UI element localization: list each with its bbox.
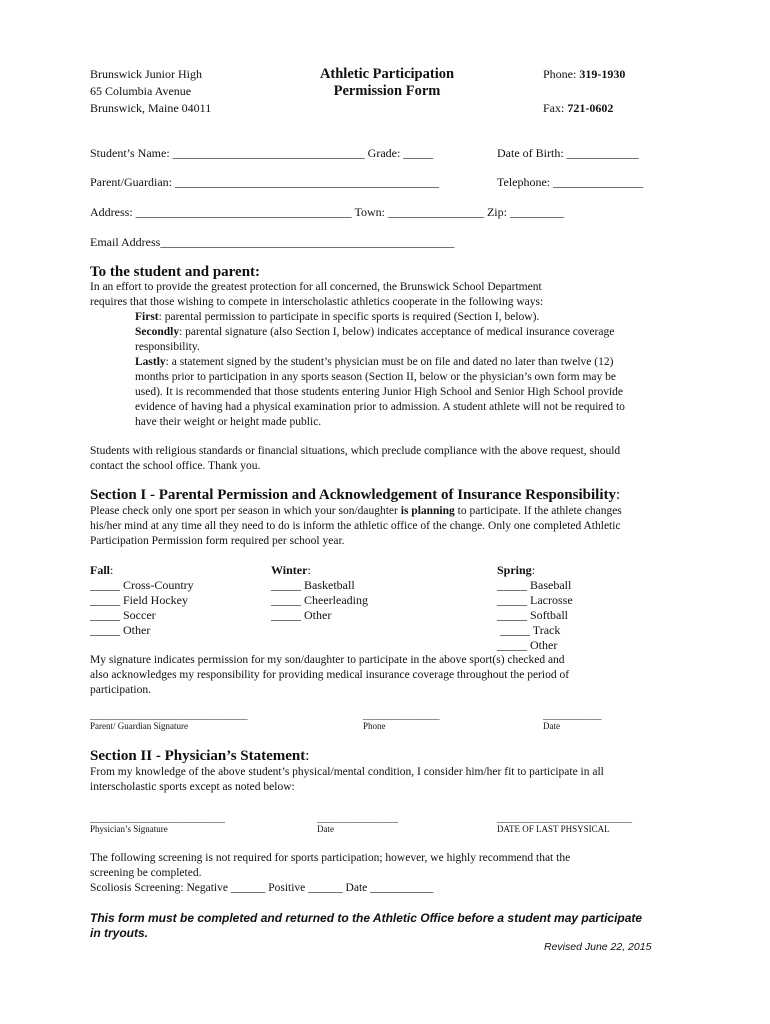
last-label: Lastly	[135, 356, 166, 368]
spring-column	[497, 563, 573, 653]
footer-notice-line2: in tryouts.	[90, 926, 149, 940]
winter-heading: Winter:	[271, 563, 311, 577]
second-text: : parental signature (also Section I, below) indicates acceptance of medical insurance coverage	[179, 326, 615, 338]
last-text2: months prior to participation in any sports season (Section II, below or the physician’s own form may be	[135, 371, 616, 383]
first-label: First	[135, 311, 159, 323]
fax-value: 721-0602	[567, 101, 614, 115]
scoliosis-screening-field[interactable]: Scoliosis Screening: Negative ______ Positive ______ Date ___________	[90, 882, 434, 894]
screening-line2: screening be completed.	[90, 867, 202, 879]
parent-signature-label: Parent/ Guardian Signature	[90, 721, 188, 731]
signature-text-3: participation.	[90, 684, 151, 696]
religious-line1: Students with religious standards or financial situations, which preclude compliance with the above request, should	[90, 445, 621, 457]
phone-label-under-line: Phone	[363, 721, 386, 731]
sport-option-cheerleading[interactable]: _____ Cheerleading	[271, 593, 368, 607]
phone-label: Phone:	[543, 67, 580, 81]
fax-line	[543, 101, 613, 116]
signature-text-1: My signature indicates permission for my son/daughter to participate in the above sport(s) checked and	[90, 654, 565, 666]
first-text: : parental permission to participate in specific sports is required (Section I, below).	[158, 311, 540, 323]
section1-p1c: to participate. If the athlete changes	[454, 505, 622, 517]
fax-label: Fax:	[543, 101, 568, 115]
sport-option-soccer[interactable]: _____ Soccer	[90, 608, 156, 622]
parent-guardian-field[interactable]: Parent/Guardian: ____________________________________________	[90, 175, 439, 189]
section1-heading-colon: :	[616, 487, 621, 503]
footer-notice-line1: This form must be completed and returned to the Athletic Office before a student may participate	[90, 911, 643, 925]
first-point	[135, 310, 539, 325]
parent-signature-line[interactable]: ___________________________________	[90, 711, 248, 721]
winter-column	[271, 563, 368, 623]
date-signature-line[interactable]: _____________	[543, 711, 602, 721]
fall-label: Fall	[90, 563, 110, 577]
last-text1: : a statement signed by the student’s physician must be on file and dated no later than twelve (12)	[165, 356, 614, 368]
physician-signature-line[interactable]: ______________________________	[90, 814, 225, 824]
spring-label: Spring	[497, 563, 532, 577]
second-label: Secondly	[135, 326, 180, 338]
sport-option-cross-country[interactable]: _____ Cross-Country	[90, 578, 194, 592]
telephone-field[interactable]: Telephone: _______________	[497, 175, 644, 189]
last-text3: used). It is recommended that those students entering Junior High School and Senior High School provide	[135, 386, 624, 398]
section2-p1: From my knowledge of the above student’s physical/mental condition, I consider him/her fit to participate in all	[90, 766, 604, 778]
last-physical-line[interactable]: ______________________________	[497, 814, 632, 824]
sport-option-basketball[interactable]: _____ Basketball	[271, 578, 355, 592]
screening-line1: The following screening is not required for sports participation; however, we highly recommend that the	[90, 852, 571, 864]
last-point	[135, 355, 613, 370]
section2-heading	[90, 747, 309, 765]
section2-p2: interscholastic sports except as noted below:	[90, 781, 295, 793]
sport-option-softball[interactable]: _____ Softball	[497, 608, 568, 622]
email-field[interactable]: Email Address_________________________________________________	[90, 235, 455, 249]
fall-heading: Fall:	[90, 563, 114, 577]
second-point	[135, 325, 614, 340]
phone-value: 319-1930	[579, 67, 626, 81]
revised-date: Revised June 22, 2015	[544, 941, 652, 953]
school-city: Brunswick, Maine 04011	[90, 101, 212, 115]
sport-option-lacrosse[interactable]: _____ Lacrosse	[497, 593, 573, 607]
spring-heading: Spring:	[497, 563, 536, 577]
section1-heading	[90, 486, 620, 504]
second-text2: responsibility.	[135, 341, 200, 353]
last-text5: have their weight or height made public.	[135, 416, 322, 428]
sport-option-field-hockey[interactable]: _____ Field Hockey	[90, 593, 188, 607]
physician-date-label: Date	[317, 824, 334, 834]
school-street: 65 Columbia Avenue	[90, 84, 192, 98]
form-title-line1: Athletic Participation	[319, 66, 455, 82]
form-title	[287, 66, 487, 100]
sport-option-baseball[interactable]: _____ Baseball	[497, 578, 572, 592]
section1-p1	[90, 504, 622, 519]
address-field[interactable]: Address: ____________________________________ Town: ________________ Zip: _________	[90, 205, 564, 219]
last-text4: evidence of having had a physical examination prior to admission. A student athlete will not be required to	[135, 401, 625, 413]
last-physical-label: DATE OF LAST PHSYSICAL	[497, 824, 610, 834]
section2-heading-text: Section II - Physician’s Statement	[90, 748, 306, 764]
school-name: Brunswick Junior High	[90, 67, 202, 81]
section2-heading-colon: :	[305, 748, 310, 764]
section1-p2: his/her mind at any time all they need to do is inform the athletic office of the change. Only one completed Athletic	[90, 520, 621, 532]
phone-signature-line[interactable]: _________________	[363, 711, 440, 721]
student-name-field[interactable]: Student’s Name: ________________________________ Grade: _____	[90, 146, 434, 160]
religious-line2: contact the school office. Thank you.	[90, 460, 261, 472]
section1-p1b: is planning	[400, 505, 455, 517]
intro-line1: In an effort to provide the greatest protection for all concerned, the Brunswick School Department	[90, 281, 542, 293]
winter-label: Winter	[271, 563, 308, 577]
section1-p1a: Please check only one sport per season in which your son/daughter	[90, 505, 401, 517]
sport-option-fall-other[interactable]: _____ Other	[90, 623, 151, 637]
date-label-under-line: Date	[543, 721, 560, 731]
section1-heading-text: Section I - Parental Permission and Acknowledgement of Insurance Responsibility	[90, 487, 616, 503]
phone-line	[543, 67, 625, 82]
fall-column	[90, 563, 194, 638]
physician-signature-label: Physician’s Signature	[90, 824, 168, 834]
form-title-line2: Permission Form	[333, 83, 441, 99]
section1-p3: Participation Permission form required per school year.	[90, 535, 345, 547]
physician-date-line[interactable]: __________________	[317, 814, 398, 824]
intro-line2: requires that those wishing to compete in interscholastic athletics cooperate in the following ways:	[90, 296, 544, 308]
sport-option-winter-other[interactable]: _____ Other	[271, 608, 332, 622]
sport-option-track[interactable]: _____ Track	[497, 623, 561, 637]
sport-option-spring-other[interactable]: _____ Other	[497, 638, 558, 652]
dob-field[interactable]: Date of Birth: ____________	[497, 146, 639, 160]
intro-heading: To the student and parent:	[90, 264, 261, 280]
signature-text-2: also acknowledges my responsibility for providing medical insurance coverage throughout the period of	[90, 669, 570, 681]
